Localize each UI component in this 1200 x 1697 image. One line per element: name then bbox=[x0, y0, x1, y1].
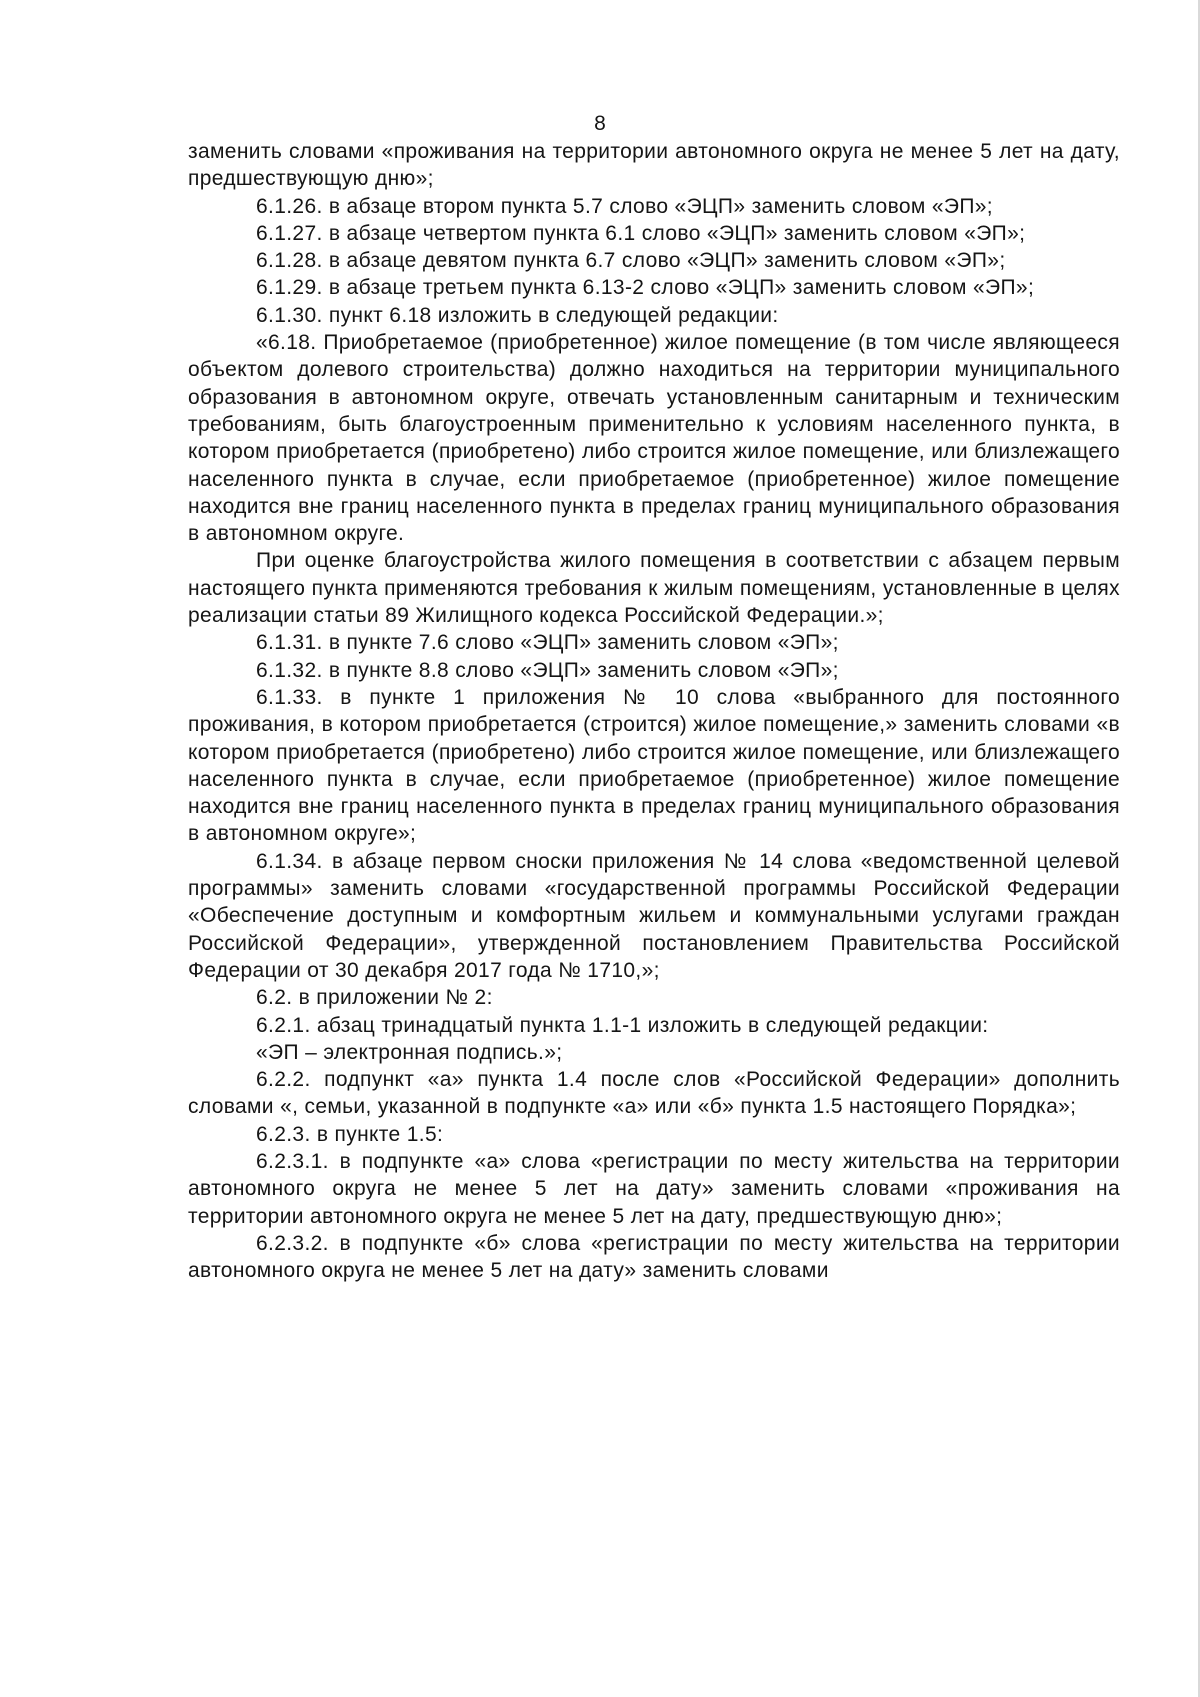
paragraph: «6.18. Приобретаемое (приобретенное) жилое помещение (в том числе являющееся объектом долевого строительства) должно находиться на территории муниципального образования в автономном округе, отвечать установленным санитарным и техническим требованиям, быть благоустроенным применительно к условиям населенного пункта, в котором приобретается (приобретено) либо строится жилое помещение, или близлежащего населенного пункта в случае, если приобретаемое (приобретенное) жилое помещение находится вне границ населенного пункта в пределах границ муниципального образования в автономном округе. bbox=[188, 331, 1120, 546]
paragraph: 6.1.29. в абзаце третьем пункта 6.13-2 слово «ЭЦП» заменить словом «ЭП»; bbox=[256, 276, 1035, 300]
paragraph: 6.1.34. в абзаце первом сноски приложения № 14 слова «ведомственной целевой программы» заменить словами «государственной программы Российской Федерации «Обеспечение доступным и комфортным жильем и коммунальными услугами граждан Российской Федерации», утвержденной постановлением Правительства Российской Федерации от 30 декабря 2017 года № 1710,»; bbox=[188, 849, 1120, 982]
paragraph: 6.2.3.2. в подпункте «б» слова «регистрации по месту жительства на территории автономного округа не менее 5 лет на дату» заменить словами bbox=[188, 1231, 1120, 1283]
paragraph: 6.1.31. в пункте 7.6 слово «ЭЦП» заменить словом «ЭП»; bbox=[256, 631, 839, 655]
paragraph: «ЭП – электронная подпись.»; bbox=[256, 1040, 563, 1064]
paragraph: 6.1.28. в абзаце девятом пункта 6.7 слово «ЭЦП» заменить словом «ЭП»; bbox=[256, 249, 1006, 273]
paragraph: 6.2.1. абзац тринадцатый пункта 1.1-1 изложить в следующей редакции: bbox=[256, 1013, 989, 1037]
paragraph: 6.1.30. пункт 6.18 изложить в следующей редакции: bbox=[256, 303, 779, 327]
paragraph: 6.1.33. в пункте 1 приложения № 10 слова «выбранного для постоянного проживания, в котором приобретается (строится) жилое помещение,» заменить словами «в котором приобретается (приобретено) либо строится жилое помещение, или близлежащего населенного пункта в случае, если приобретаемое (приобретенное) жилое помещение находится вне границ населенного пункта в пределах границ муниципального образования в автономном округе»; bbox=[188, 685, 1120, 846]
paragraph: 6.1.27. в абзаце четвертом пункта 6.1 слово «ЭЦП» заменить словом «ЭП»; bbox=[256, 221, 1026, 245]
paragraph: 6.1.26. в абзаце втором пункта 5.7 слово «ЭЦП» заменить словом «ЭП»; bbox=[256, 194, 993, 218]
paragraph: заменить словами «проживания на территории автономного округа не менее 5 лет на дату, предшествующую дню»; bbox=[188, 140, 1120, 191]
paragraph: 6.2.3.1. в подпункте «а» слова «регистрации по месту жительства на территории автономного округа не менее 5 лет на дату» заменить словами «проживания на территории автономного округа не менее 5 лет на дату, предшествующую дню»; bbox=[188, 1149, 1120, 1228]
paragraph: При оценке благоустройства жилого помещения в соответствии с абзацем первым настоящего пункта применяются требования к жилым помещениям, установленные в целях реализации статьи 89 Жилищного кодекса Российской Федерации.»; bbox=[188, 549, 1120, 628]
paragraph: 6.1.32. в пункте 8.8 слово «ЭЦП» заменить словом «ЭП»; bbox=[256, 658, 839, 682]
paragraph: 6.2.2. подпункт «а» пункта 1.4 после слов «Российской Федерации» дополнить словами «, семьи, указанной в подпункте «а» или «б» пункта 1.5 настоящего Порядка»; bbox=[188, 1068, 1120, 1119]
paragraph: 6.2. в приложении № 2: bbox=[256, 986, 493, 1010]
document-body bbox=[188, 138, 1120, 1284]
page-number: 8 bbox=[594, 112, 606, 135]
paragraph: 6.2.3. в пункте 1.5: bbox=[256, 1122, 444, 1146]
